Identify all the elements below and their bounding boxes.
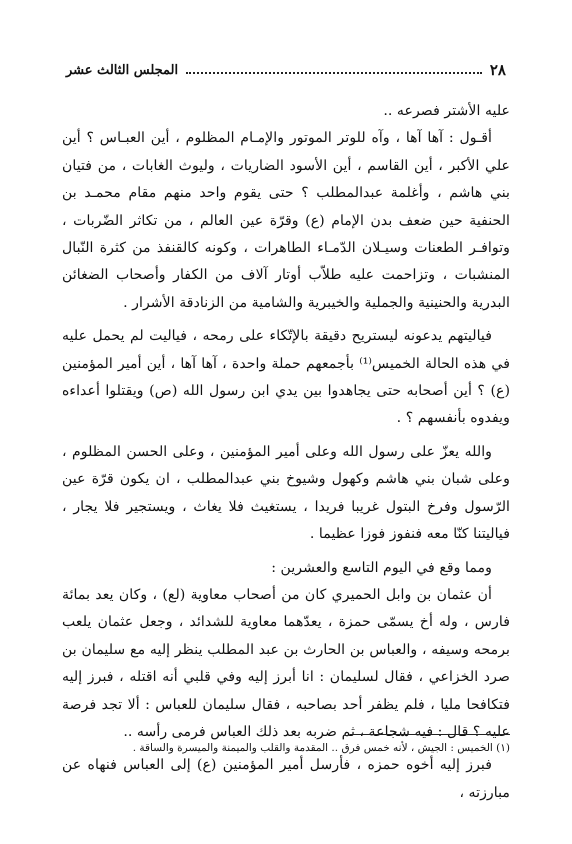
running-header <box>66 58 506 82</box>
page-number: ٢٨ <box>489 61 506 79</box>
footnote: (١) الخميس : الجيش ، لأنه خمس فرق .. المقدمة والقلب والميمنة والميسرة والساقة . <box>132 742 510 754</box>
header-dotted-leader <box>186 72 482 74</box>
running-title: المجلس الثالث عشر <box>66 62 179 78</box>
paragraph-3: فياليتهم يدعونه ليستريح دقيقة بالإتّكاء على رمحه ، فياليت لم يحمل عليه في هذه الحالة الخميس⁽¹⁾ بأجمعهم حملة واحدة ، آها آها ، أين أمير المؤمنين (ع) ؟ أين أصحابه حتى يجاهدوا بين يدي ابن رسول الله (ص) ويقتلوا أعداءه ويفدوه بأنفسهم ؟ . <box>62 328 510 427</box>
paragraph-6: أن عثمان بن وابل الحميري كان من أصحاب معاوية (لع) ، وكان يعد بمائة فارس ، وله أخ يسمّى حمزة ، يعدّهما معاوية للشدائد ، وجعل عثمان يلعب برمحه وسيفه ، والعباس بن الحارث بن عبد المطلب ينظر إليه مع سليمان بن صرد الخزاعي ، فقال لسليمان : انا أبرز إليه وفي قلبي أنه اقتله ، فبرز إليه فتكافحا مليا ، فلم يظفر أحد بصاحبه ، فقال سليمان للعباس : ألا تجد فرصة عليه ؟ قال : فيه شجاعة ، ثم ضربه بعد ذلك العباس فرمى رأسه .. <box>62 586 510 740</box>
paragraph-2: أقـول : آها آها ، وآه للوتر الموتور والإمـام المظلوم ، أين العبـاس ؟ أين علي الأكبر ، أين القاسم ، أين الأسود الضاريات ، وليوث الغابات ، من فتيان بني هاشم ، وأغلمة عبدالمطلب ؟ حتى يقوم واحد منهم مقام محمـد بن الحنفية حين ضعف بدن الإمام (ع) وقرّة عين العالم ، من تكاثر الضّربات ، وتوافـر الطعنات وسيـلان الدّمـاء الطاهرات ، وكونه كالقنفذ من كثرة النّبال المنشبات ، وتزاحمت عليه طلاّب أوتار آلاف من الكفار وأصحاب الضغائن البدرية والحنينية والجملية والخيبرية والشامية من الزنادقة الأشرار . <box>62 130 510 311</box>
paragraph-1: عليه الأشتر فصرعه .. <box>383 103 510 119</box>
footnote-separator <box>350 734 510 735</box>
paragraph-7: فبرز إليه أخوه حمزه ، فأرسل أمير المؤمنين (ع) إلى العباس فنهاه عن مبارزته ، <box>62 757 510 801</box>
main-text <box>62 98 510 807</box>
paragraph-4: والله يعزّ على رسول الله وعلى أمير المؤمنين ، وعلى الحسن المظلوم ، وعلى شبان بني هاشم وكهول وشيوخ بني عبدالمطلب ، ان يكون قرّة عين الرّسول وفرخ البتول غريبا فريدا ، يستغيث فلا يغاث ، ويستجير فلا يجار ، فياليتنا كنّا معه فنفوز فوزا عظيما . <box>62 443 510 543</box>
paragraph-5: ومما وقع في اليوم التاسع والعشرين : <box>271 559 492 576</box>
